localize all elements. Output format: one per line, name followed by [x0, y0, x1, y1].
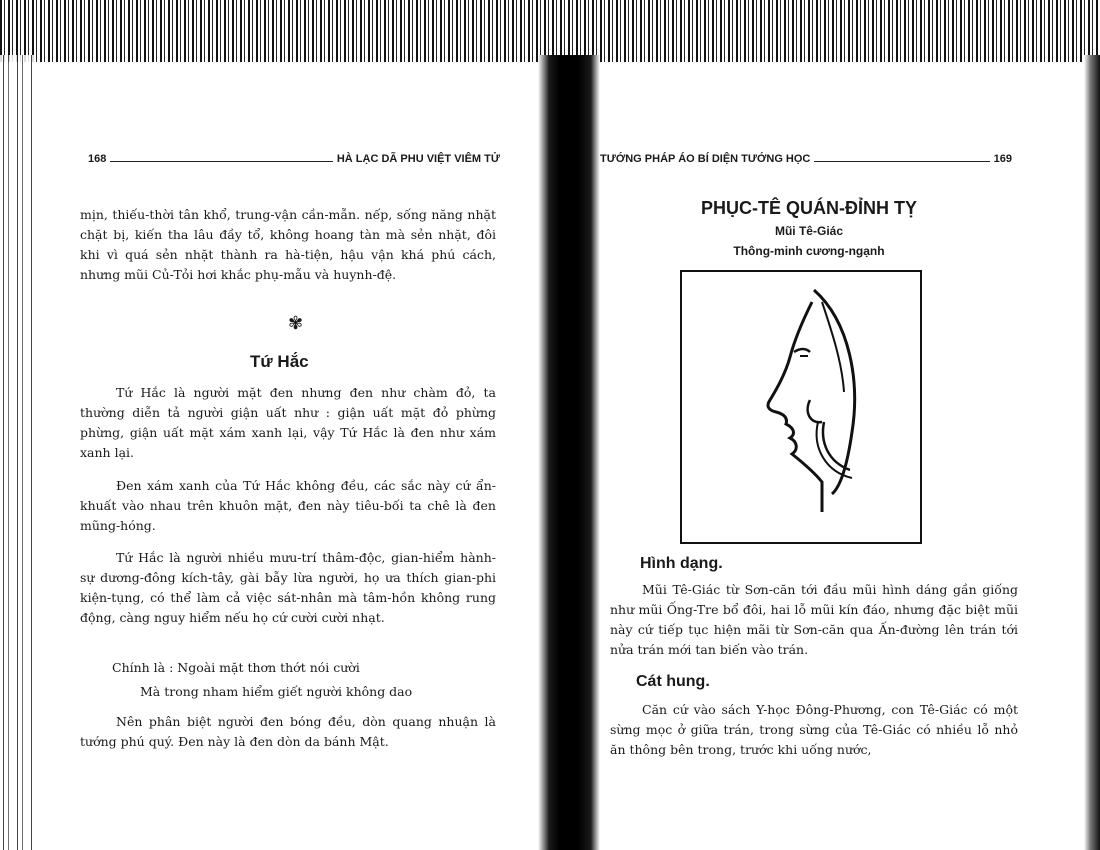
scan-border-left [0, 55, 34, 850]
left-page [40, 0, 535, 850]
subtitle-characteristic: Thông-minh cương-ngạnh [733, 244, 885, 258]
left-header-title: HÀ LẠC DÃ PHU VIỆT VIÊM TỬ [336, 153, 500, 165]
face-profile-drawing [682, 272, 916, 538]
section-title-shape: Hình dạng. [640, 555, 723, 572]
right-page-number: 169 [993, 153, 1012, 165]
header-rule [110, 152, 333, 162]
intro-paragraph: mịn, thiếu-thời tân khổ, trung-vận cần-mẫn. nếp, sống năng nhặt chặt bị, kiến tha lâu đầy tổ, không hoang tàn mà sẻn nhặt, đôi khi vì quá sẻn nhặt thành ra hà-tiện, hậu vận khá phú cách, nhưng mũi Củ-Tỏi hơi khắc phụ-mẫu và huynh-đệ. [80, 207, 496, 282]
paragraph-4: Nên phân biệt người đen bóng đều, dòn quang nhuận là tướng phú quý. Đen này là đen dòn da bánh Mật. [80, 714, 496, 749]
paragraph-3: Tứ Hắc là người nhiều mưu-trí thâm-độc, gian-hiểm hành-sự dương-đông kích-tây, gài bẫy lừa người, họ ưa thích gian-phi kiện-tụng, có thể làm cả việc sát-nhân mà tâm-hồn không rung động, càng nguy hiểm nếu họ cứ cười cười nhạt. [80, 550, 496, 625]
right-header-title: TƯỚNG PHÁP ÁO BÍ DIỆN TƯỚNG HỌC [600, 153, 811, 165]
section-shape-text: Mũi Tê-Giác từ Sơn-căn tới đầu mũi hình dáng gần giống như mũi Ống-Tre bổ đôi, hai lỗ mũi kín đáo, nhưng đặc biệt mũi này cứ tiếp tục hiện mãi từ Sơn-căn qua Ấn-đường lên trán tới nửa trán mới tan biến vào trán. [610, 582, 1018, 657]
scan-border-right [1084, 55, 1100, 850]
section-fortune-text: Căn cứ vào sách Y-học Đông-Phương, con Tê-Giác có một sừng mọc ở giữa trán, trong sừng của Tê-Giác có nhiều lỗ nhỏ ăn thông bên trong, trước khi uống nước, [610, 702, 1018, 757]
header-rule [814, 152, 989, 162]
section-title-fortune: Cát hung. [636, 673, 710, 690]
face-profile-illustration [680, 270, 922, 544]
flower-ornament-icon: ✾ [288, 313, 304, 334]
paragraph-2: Đen xám xanh của Tứ Hắc không đều, các sắc này cứ ẩn-khuất vào nhau trên khuôn mặt, đen này tiêu-bối ta chê là đen mũng-hóng. [80, 478, 496, 533]
section-title-tu-hac: Tứ Hắc [250, 352, 309, 371]
paragraph-1: Tứ Hắc là người mặt đen nhưng đen như chàm đỏ, ta thường diễn tả người giận uất như : giận uất mặt đỏ phừng phừng, giận uất mặt xám xanh lại, vậy Tứ Hắc là đen như xám xanh lại. [80, 385, 496, 460]
left-page-header [88, 152, 500, 165]
verse-line-2: Mà trong nham hiểm giết người không dao [140, 684, 413, 699]
right-page [600, 0, 1084, 850]
left-page-number: 168 [88, 153, 107, 165]
verse-line-1: Chính là : Ngoài mặt thơn thớt nói cười [112, 660, 360, 675]
subtitle-nose-name: Mũi Tê-Giác [774, 224, 843, 238]
book-gutter-shadow [538, 55, 600, 850]
right-page-header [600, 152, 1012, 165]
main-title: PHỤC-TÊ QUÁN-ĐỈNH TỴ [701, 198, 917, 218]
